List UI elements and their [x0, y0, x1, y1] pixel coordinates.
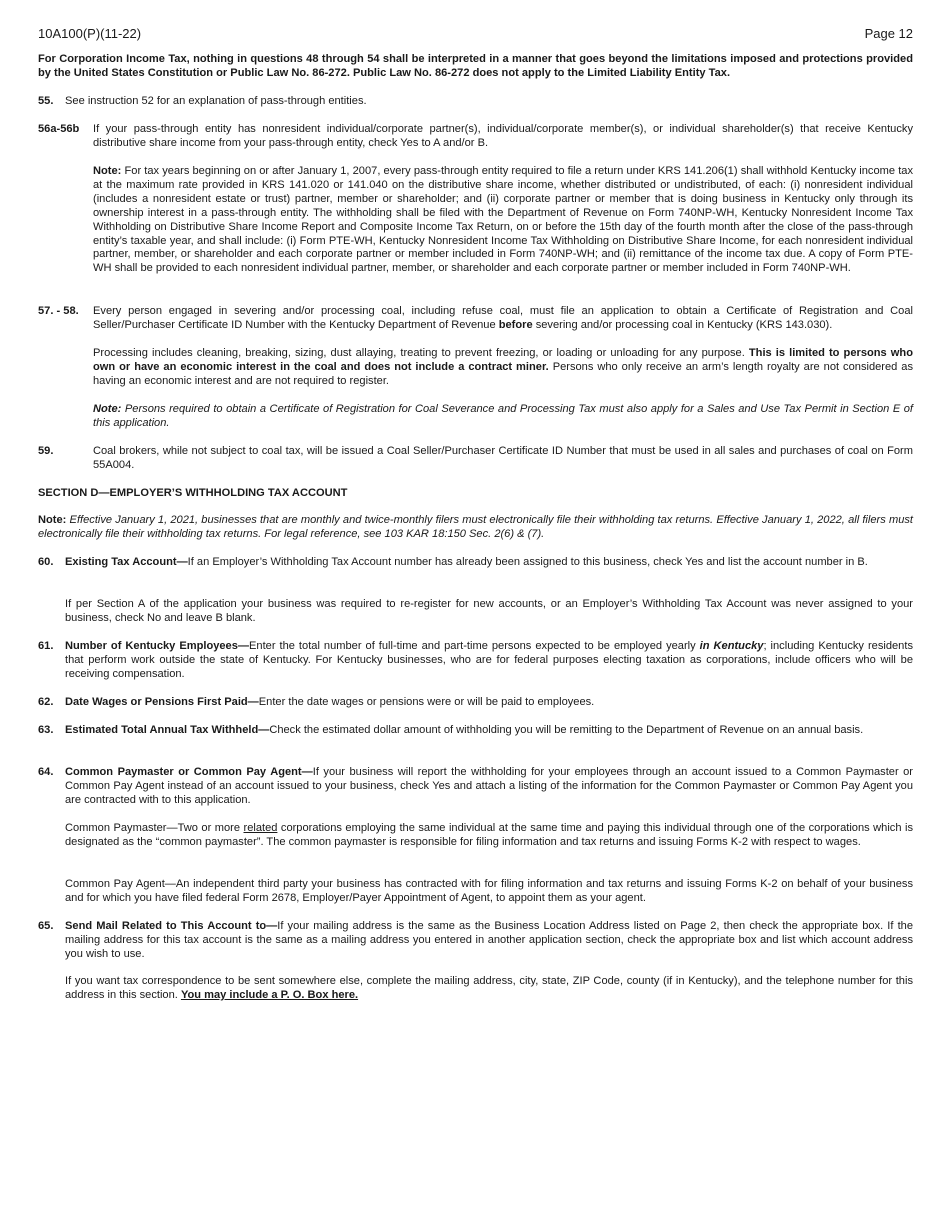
intro-paragraph: For Corporation Income Tax, nothing in questions 48 through 54 shall be interpreted in a manner that goes beyond the limitations imposed and protections provided by the United States Constitution or Public Law No. 86-272. Public Law No. 86-272 does not apply to the Limited Liability Entity Tax.	[38, 53, 913, 79]
item-number: 64.	[38, 766, 54, 778]
item-text: Estimated Total Annual Tax Withheld—Check the estimated dollar amount of withholding you will be remitting to the Department of Revenue on an annual basis.	[65, 724, 864, 736]
note-label: Note:	[38, 514, 67, 526]
item-text: Send Mail Related to This Account to—If your mailing address is the same as the Business Location Address listed on Page 2, then check the appropriate box. If the mailing address for this tax account is the same as a mailing address you entered in another application section, check the appropriate box and list which account address you wish to use.	[65, 920, 913, 960]
item-60-paragraph-2: If per Section A of the application your business was required to re-register for new accounts, or an Employer’s Withholding Tax Account was never assigned to your business, check No and leave B blank.	[65, 598, 913, 624]
item-number: 59.	[38, 445, 54, 457]
item-62	[38, 696, 913, 710]
item-text: Date Wages or Pensions First Paid—Enter the date wages or pensions were or will be paid to employees.	[65, 696, 595, 708]
section-d-note	[38, 514, 913, 542]
note-text: For tax years beginning on or after January 1, 2007, every pass-through entity required to file a return under KRS 141.206(1) shall withhold Kentucky income tax at the maximum rate provided in KRS 141.020 or 141.040 on the distributive share income, whether distributed or undistributed, of each: (i) nonresident individual (includes a nonresident estate or trust) partner, member or shareholder; and (ii) corporate partner or member that is doing business in Kentucky only through its ownership interest in a pass-through entity. The withholding shall be filed with the Department of Revenue on Form 740NP-WH, Kentucky Nonresident Income Tax Withholding on Distributive Share Income Report and Composite Income Tax Return, on or before the 15th day of the fourth month after the close of the pass-through entity’s taxable year, and shall include: (i) Form PTE-WH, Kentucky Nonresident Income Tax Withholding on Distributive Share Income, for each nonresident individual partner, member, or shareholder and each corporate partner or member included in Form 740NP-WH; and (ii) remittance of the income tax due. A copy of Form PTE-WH shall be provided to each nonresident individual partner, member, or shareholder and each corporate partner or member included in Form 740NP-WH.	[93, 165, 913, 275]
item-number: 61.	[38, 640, 54, 652]
section-d-title: SECTION D—EMPLOYER’S WITHHOLDING TAX ACCOUNT	[38, 487, 348, 499]
item-text: Every person engaged in severing and/or processing coal, including refuse coal, must file an application to obtain a Certificate of Registration and Coal Seller/Purchaser Certificate ID Number with the Kentucky Department of Revenue before severing and/or processing coal in Kentucky (KRS 143.030).	[93, 305, 913, 331]
item-65-paragraph-2: If you want tax correspondence to be sent somewhere else, complete the mailing address, city, state, ZIP Code, county (if in Kentucky), and the telephone number for this address in this section. You may include a P. O. Box here.	[65, 975, 913, 1001]
item-text: Existing Tax Account—If an Employer’s Withholding Tax Account number has already been assigned to this business, check Yes and list the account number in B.	[65, 556, 868, 568]
item-number: 55.	[38, 95, 54, 107]
item-57-58	[38, 305, 913, 333]
item-59	[38, 445, 913, 473]
item-64-common-pay-agent: Common Pay Agent—An independent third party your business has contracted with for filing information and tax returns and issuing Forms K-2 on behalf of your business and for which you have filed federal Form 2678, Employer/Payer Appointment of Agent, to appoint them as your agent.	[65, 878, 913, 904]
item-55	[38, 95, 913, 109]
form-id: 10A100(P)(11-22)	[38, 26, 142, 41]
item-text: If your pass-through entity has nonresident individual/corporate partner(s), individual/corporate member(s), or individual shareholder(s) that receive Kentucky distributive share income from your pass-through entity, check Yes to A and/or B.	[93, 123, 913, 149]
item-65	[38, 920, 913, 962]
note-label: Note:	[93, 165, 122, 177]
item-number: 63.	[38, 724, 54, 736]
item-64-common-paymaster: Common Paymaster—Two or more related corporations employing the same individual at the same time and paying this individual through one of the corporations which is designated as the “common paymaster”. The common paymaster is responsible for filing information and tax returns and issuing Forms K-2 with respect to wages.	[65, 822, 913, 848]
po-box-note: You may include a P. O. Box here.	[180, 988, 359, 1001]
item-number: 56a-56b	[38, 123, 80, 135]
item-57-paragraph-2: Processing includes cleaning, breaking, sizing, dust allaying, treating to prevent freezing, or loading or unloading for any purpose. This is limited to persons who own or have an economic interest in the coal and does not include a contract miner. Persons who only receive an arm’s length royalty are not considered as having an economic interest and are not required to register.	[93, 347, 913, 387]
note-text: Persons required to obtain a Certificate of Registration for Coal Severance and Processing Tax must also apply for a Sales and Use Tax Permit in Section E of this application.	[93, 403, 913, 429]
item-63	[38, 724, 913, 738]
item-text: See instruction 52 for an explanation of pass-through entities.	[65, 95, 367, 107]
page-number: Page 12	[864, 26, 913, 41]
item-number: 65.	[38, 920, 54, 932]
item-64	[38, 766, 913, 808]
item-61	[38, 640, 913, 682]
item-text: Coal brokers, while not subject to coal tax, will be issued a Coal Seller/Purchaser Certificate ID Number that must be used in all sales and purchases of coal on Form 55A004.	[93, 445, 913, 471]
item-number: 62.	[38, 696, 54, 708]
item-number: 60.	[38, 556, 54, 568]
item-56	[38, 123, 913, 151]
item-text: Common Paymaster or Common Pay Agent—If your business will report the withholding for your employees through an account issued to a Common Paymaster or Common Pay Agent instead of an account issued to your business, check Yes and attach a listing of the information for the Common Paymaster or Common Pay Agent you are contracted with to this application.	[65, 766, 914, 806]
item-number: 57. - 58.	[38, 305, 79, 317]
item-56-note	[93, 165, 913, 276]
item-text: Number of Kentucky Employees—Enter the total number of full-time and part-time persons expected to be employed yearly in Kentucky; including Kentucky residents that perform work outside the state of Kentucky. For Kentucky businesses, who are for federal purposes electing taxation as corporations, include officers who will be receiving compensation.	[65, 640, 913, 680]
item-60	[38, 556, 913, 570]
item-57-note	[93, 403, 913, 431]
note-label: Note:	[93, 403, 122, 415]
note-text: Effective January 1, 2021, businesses that are monthly and twice-monthly filers must electronically file their withholding tax returns. Effective January 1, 2022, all filers must electronically file their withholding tax returns. For legal reference, see 103 KAR 18:150 Sec. 2(6) & (7).	[38, 514, 913, 540]
